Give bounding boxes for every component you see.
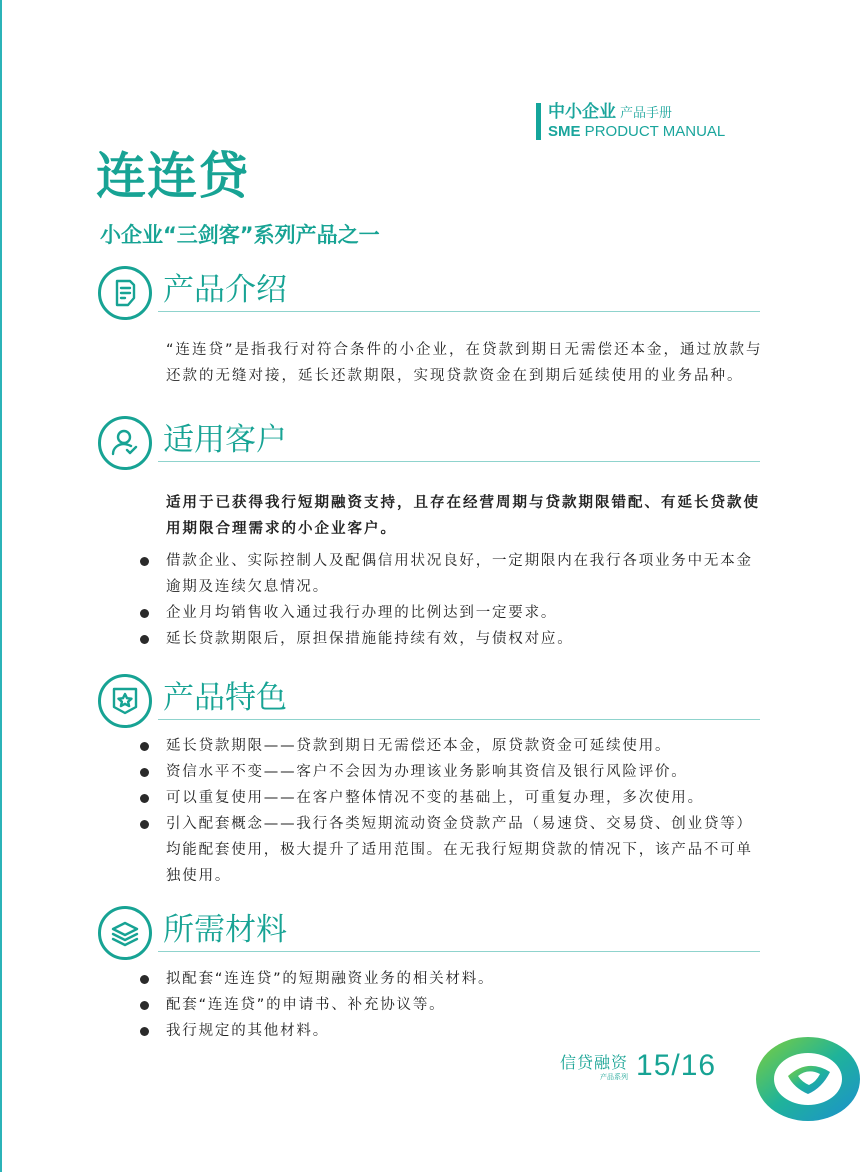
bullet-dot — [140, 557, 149, 566]
list-item — [138, 785, 768, 811]
bullet-dot — [140, 635, 149, 644]
section-customers-title: 适用客户 — [163, 422, 287, 458]
section-customers-header — [98, 416, 760, 476]
section-divider — [158, 311, 760, 312]
list-item-text: 可以重复使用——在客户整体情况不变的基础上，可重复办理，多次使用。 — [166, 790, 704, 806]
section-intro-header — [98, 266, 760, 326]
bullet-dot — [140, 768, 149, 777]
materials-list — [138, 966, 768, 1044]
list-item — [138, 600, 768, 626]
header-cn — [548, 103, 725, 123]
bullet-dot — [140, 742, 149, 751]
section-materials-title: 所需材料 — [163, 912, 287, 948]
list-item — [138, 733, 768, 759]
list-item-text: 我行规定的其他材料。 — [166, 1023, 329, 1039]
features-list — [138, 733, 768, 889]
bullet-dot — [140, 609, 149, 618]
header-accent-bar — [536, 103, 541, 140]
list-item — [138, 966, 768, 992]
list-item — [138, 811, 768, 889]
section-divider — [158, 951, 760, 952]
customers-lead: 适用于已获得我行短期融资支持，且存在经营周期与贷款期限错配、有延长贷款使用期限合理需求的小企业客户。 — [166, 495, 760, 537]
list-item-text: 企业月均销售收入通过我行办理的比例达到一定要求。 — [166, 605, 558, 621]
section-divider — [158, 461, 760, 462]
header-cn-bold: 中小企业 — [548, 102, 616, 122]
bullet-dot — [140, 820, 149, 829]
document-icon — [98, 266, 152, 320]
list-item — [138, 626, 768, 652]
header-en-rest: PRODUCT MANUAL — [580, 123, 726, 140]
bullet-dot — [140, 1001, 149, 1010]
section-divider — [158, 719, 760, 720]
list-item — [138, 1018, 768, 1044]
bullet-dot — [140, 794, 149, 803]
list-item-text: 拟配套“连连贷”的短期融资业务的相关材料。 — [166, 971, 495, 987]
list-item-text: 配套“连连贷”的申请书、补充协议等。 — [166, 997, 446, 1013]
list-item-text: 借款企业、实际控制人及配偶信用状况良好，一定期限内在我行各项业务中无本金逾期及连续欠息情况。 — [166, 553, 753, 595]
page-edge-line — [0, 0, 2, 1172]
manual-header-mark — [536, 103, 725, 140]
intro-paragraph: “连连贷”是指我行对符合条件的小企业，在贷款到期日无需偿还本金，通过放款与还款的无缝对接，延长还款期限，实现贷款资金在到期后延续使用的业务品种。 — [166, 342, 763, 384]
header-cn-small: 产品手册 — [620, 106, 673, 121]
section-materials-header — [98, 906, 760, 966]
header-en — [548, 123, 725, 140]
bullet-dot — [140, 1027, 149, 1036]
bank-logo-icon — [752, 1032, 860, 1126]
bullet-dot — [140, 975, 149, 984]
list-item — [138, 548, 768, 600]
user-check-icon — [98, 416, 152, 470]
list-item-text: 延长贷款期限后，原担保措施能持续有效，与债权对应。 — [166, 631, 574, 647]
list-item — [138, 759, 768, 785]
footer-series — [560, 1053, 628, 1082]
list-item-text: 延长贷款期限——贷款到期日无需偿还本金，原贷款资金可延续使用。 — [166, 738, 672, 754]
header-en-bold: SME — [548, 123, 581, 140]
page-subtitle: 小企业“三剑客”系列产品之一 — [100, 223, 380, 247]
customers-list — [138, 548, 768, 652]
page-footer — [560, 1050, 716, 1082]
list-item-text: 引入配套概念——我行各类短期流动资金贷款产品（易速贷、交易贷、创业贷等）均能配套使用，极大提升了适用范围。在无我行短期贷款的情况下，该产品不可单独使用。 — [166, 816, 753, 884]
footer-series-sub: 产品系列 — [600, 1073, 629, 1081]
layers-icon — [98, 906, 152, 960]
footer-series-title: 信贷融资 — [560, 1053, 629, 1072]
section-features-header — [98, 674, 760, 734]
section-intro-title: 产品介绍 — [163, 272, 287, 308]
star-badge-icon — [98, 674, 152, 728]
list-item-text: 资信水平不变——客户不会因为办理该业务影响其资信及银行风险评价。 — [166, 764, 688, 780]
page-number: 15/16 — [636, 1049, 717, 1082]
section-features-title: 产品特色 — [163, 680, 287, 716]
page-title: 连连贷 — [96, 147, 249, 205]
list-item — [138, 992, 768, 1018]
